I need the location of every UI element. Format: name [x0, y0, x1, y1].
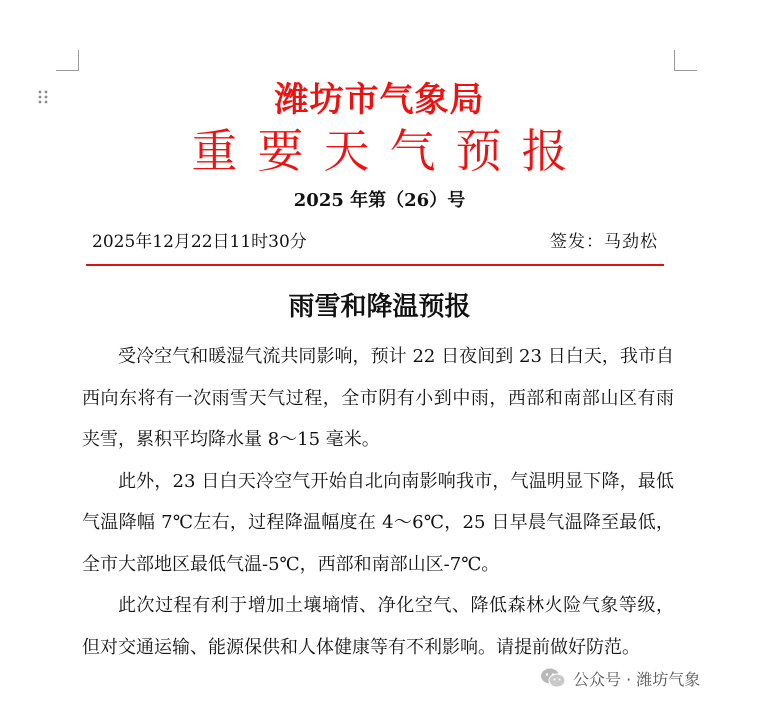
paragraph: 此次过程有利于增加土壤墒情、净化空气、降低森林火险气象等级，但对交通运输、能源保供和人体健康等有不利影响。请提前做好防范。 — [82, 595, 674, 658]
paragraph: 受冷空气和暖湿气流共同影响，预计 22 日夜间到 23 日白天，我市自西向东将有一次雨雪天气过程，全市阴有小到中雨，西部和南部山区有雨夹雪，累积平均降水量 8～15 毫米。 — [82, 346, 674, 450]
organization-name: 潍坊市气象局 — [274, 80, 485, 120]
issue-number: 2025 年第（26）号 — [293, 190, 466, 211]
watermark — [540, 664, 700, 692]
article-title: 雨雪和降温预报 — [288, 292, 471, 322]
crop-mark-top-left — [56, 50, 79, 71]
crop-mark-top-right — [674, 50, 697, 71]
article-body — [82, 336, 674, 668]
signer: 签发：马劲松 — [550, 232, 658, 252]
issue-date: 2025年12月22日11时30分 — [92, 232, 307, 252]
watermark-text: 公众号 · 潍坊气象 — [573, 669, 701, 689]
header-divider — [86, 264, 664, 266]
meta-row — [90, 228, 662, 256]
document-type-title: 重要天气预报 — [191, 124, 588, 178]
wechat-icon — [540, 667, 566, 689]
paragraph: 此外，23 日白天冷空气开始自北向南影响我市，气温明显下降，最低气温降幅 7℃左右，过程降温幅度在 4～6℃，25 日早晨气温降至最低，全市大部地区最低气温-5℃，西部和南部山区-7℃。 — [82, 470, 674, 575]
